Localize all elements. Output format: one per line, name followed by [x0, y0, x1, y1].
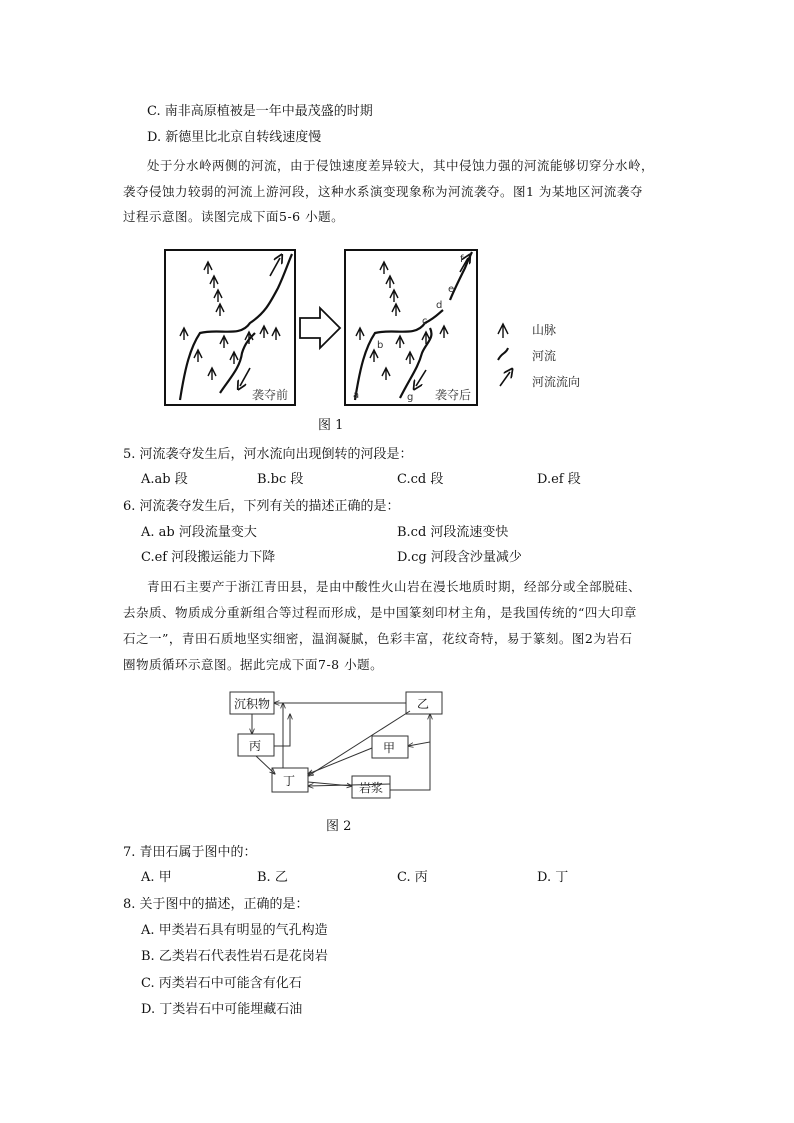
passage2-line3: 石之一”，青田石质地坚实细密，温润凝腻，色彩丰富，花纹奇特，易于篆刻。图2为岩石	[123, 631, 633, 646]
q5-option-d: D.ef 段	[537, 472, 581, 487]
point-g: g	[407, 392, 414, 403]
q5-stem: 5. 河流袭夺发生后，河水流向出现倒转的河段是：	[123, 447, 413, 462]
mountains-before	[180, 262, 280, 380]
legend	[498, 323, 580, 389]
legend-river: 河流	[532, 349, 557, 363]
q6-option-a: A. ab 河段流量变大	[141, 525, 257, 540]
q5-option-b: B.bc 段	[257, 472, 304, 487]
q7-option-a: A. 甲	[141, 870, 172, 885]
q7-stem: 7. 青田石属于图中的：	[123, 845, 257, 860]
passage2-line1: 青田石主要产于浙江青田县，是由中酸性火山岩在漫长地质时期，经部分或全部脱硅、	[147, 579, 642, 594]
point-f: f	[460, 254, 464, 265]
label-after: 袭夺后	[435, 388, 472, 402]
point-b: b	[377, 340, 384, 351]
passage2-line2: 去杂质、物质成分重新组合等过程而形成，是中国篆刻印材主角，是我国传统的“四大印章	[123, 605, 637, 620]
q7-option-b: B. 乙	[257, 870, 288, 885]
figure-2-caption: 图 2	[326, 819, 352, 834]
q8-option-c: C. 丙类岩石中可能含有化石	[141, 976, 302, 991]
legend-flow: 河流流向	[532, 375, 581, 389]
figure-1-river-capture	[160, 248, 600, 408]
point-c: c	[422, 316, 428, 327]
figure-1-caption: 图 1	[318, 418, 344, 433]
passage2-line4: 圈物质循环示意图。据此完成下面7-8 小题。	[123, 657, 384, 672]
q8-stem: 8. 关于图中的描述，正确的是：	[123, 897, 309, 912]
river-before-main	[180, 254, 292, 400]
q7-option-c: C. 丙	[397, 870, 428, 885]
passage1-line2: 袭夺侵蚀力较弱的河流上游河段，这种水系演变现象称为河流袭夺。图1 为某地区河流袭夺	[123, 184, 643, 199]
q7-option-d: D. 丁	[537, 870, 569, 885]
transition-arrow	[300, 308, 340, 348]
q6-option-b: B.cd 河段流速变快	[397, 525, 509, 540]
box-yi-label: 乙	[417, 697, 430, 711]
mountains-after	[356, 262, 448, 380]
box-jia-label: 甲	[383, 741, 396, 755]
river-before-south	[220, 333, 255, 393]
q6-option-c: C.ef 河段搬运能力下降	[141, 550, 276, 565]
label-before: 袭夺前	[252, 388, 289, 402]
river-after-south	[400, 328, 431, 398]
box-magma-label: 岩浆	[359, 781, 384, 795]
river-legend-icon	[498, 348, 508, 360]
q8-option-d: D. 丁类岩石中可能埋藏石油	[141, 1002, 303, 1017]
box-sediment-label: 沉积物	[234, 697, 271, 711]
q5-option-a: A.ab 段	[141, 472, 188, 487]
point-d: d	[436, 300, 443, 311]
point-a: a	[353, 390, 360, 401]
q6-stem: 6. 河流袭夺发生后，下列有关的描述正确的是：	[123, 499, 400, 514]
river-after-main	[355, 310, 443, 400]
passage1-line1: 处于分水岭两侧的河流，由于侵蚀速度差异较大，其中侵蚀力强的河流能够切穿分水岭，	[147, 158, 655, 173]
q8-option-a: A. 甲类岩石具有明显的气孔构造	[141, 923, 328, 938]
passage1-line3: 过程示意图。读图完成下面5-6 小题。	[123, 209, 345, 224]
option-c-prev: C. 南非高原植被是一年中最茂盛的时期	[147, 104, 373, 119]
panel-after	[345, 250, 477, 405]
box-ding-label: 丁	[283, 774, 296, 788]
q5-option-c: C.cd 段	[397, 472, 444, 487]
mountain-legend-icon	[498, 324, 508, 338]
legend-mountain: 山脉	[532, 323, 557, 337]
q8-option-b: B. 乙类岩石代表性岩石是花岗岩	[141, 949, 328, 964]
flow-legend-icon	[500, 372, 510, 386]
q6-option-d: D.cg 河段含沙量减少	[397, 550, 522, 565]
option-d-prev: D. 新德里比北京自转线速度慢	[147, 130, 322, 145]
figure-2-rock-cycle	[225, 686, 455, 804]
box-bing-label: 丙	[249, 739, 262, 753]
point-e: e	[448, 284, 455, 295]
